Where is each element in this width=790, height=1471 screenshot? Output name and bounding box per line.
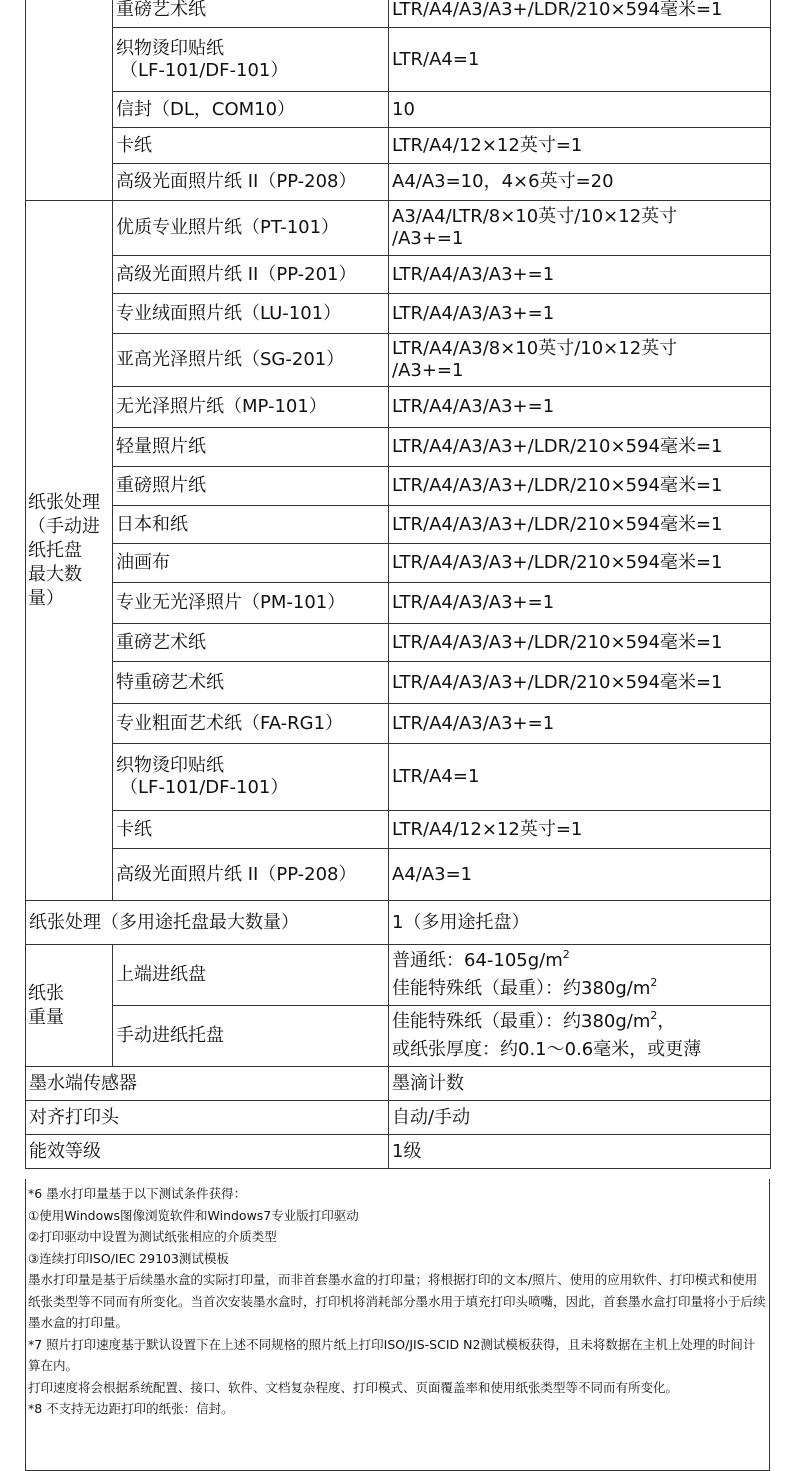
paper-name: 专业无光泽照片（PM-101）	[113, 583, 389, 624]
paper-capacity: LTR/A4=1	[389, 744, 771, 811]
paper-name: 亚高光泽照片纸（SG-201）	[113, 334, 389, 387]
table-row	[26, 811, 771, 849]
table-row	[26, 583, 771, 624]
spec-table	[25, 0, 771, 1169]
table-row	[26, 945, 771, 1006]
table-row	[26, 334, 771, 387]
spec-value: 自动/手动	[389, 1101, 771, 1135]
table-row	[26, 704, 771, 744]
category-line: （手动进	[28, 515, 100, 537]
paper-capacity: LTR/A4/12×12英寸=1	[389, 811, 771, 849]
table-row	[26, 624, 771, 662]
paper-capacity: LTR/A4=1	[389, 28, 771, 92]
category-line: 纸托盘	[28, 539, 82, 561]
paper-capacity: LTR/A4/A3/A3+=1	[389, 583, 771, 624]
paper-capacity: A4/A3=1	[389, 849, 771, 901]
paper-capacity: LTR/A4/A3/A3+/LDR/210×594毫米=1	[389, 624, 771, 662]
spec-value: 墨滴计数	[389, 1067, 771, 1101]
table-row	[26, 256, 771, 294]
paper-name: 高级光面照片纸 II（PP-201）	[113, 256, 389, 294]
table-row	[26, 849, 771, 901]
footnote-line: *7 照片打印速度基于默认设置下在上述不同规格的照片纸上打印ISO/JIS-SCID N2测试模板获得，且未将数据在主机上处理的时间计算在内。	[28, 1336, 756, 1373]
tray-name: 手动进纸托盘	[113, 1006, 389, 1067]
paper-capacity: LTR/A4/A3/A3+=1	[389, 256, 771, 294]
spec-label: 能效等级	[26, 1135, 389, 1169]
table-row	[26, 1067, 771, 1101]
paper-name: 专业绒面照片纸（LU-101）	[113, 294, 389, 334]
paper-name-line: （LF-101/DF-101）	[120, 777, 289, 798]
spec-value: 1级	[389, 1135, 771, 1169]
table-row	[26, 744, 771, 811]
paper-name: 信封（DL，COM10）	[113, 92, 389, 128]
superscript: 2	[562, 948, 570, 961]
weight-text: 普通纸：64-105g/m	[392, 950, 563, 971]
paper-capacity: LTR/A4/A3/A3+/LDR/210×594毫米=1	[389, 506, 771, 544]
weight-line	[392, 947, 767, 975]
paper-capacity: A4/A3=10，4×6英寸=20	[389, 164, 771, 201]
category-cell-empty	[26, 0, 113, 201]
paper-name-line: 织物烫印贴纸	[116, 755, 224, 776]
table-row	[26, 164, 771, 201]
paper-name: 卡纸	[113, 128, 389, 164]
weight-text: 佳能特殊纸（最重）：约380g/m	[392, 978, 651, 999]
table-row	[26, 467, 771, 506]
paper-name	[113, 28, 389, 92]
spec-label: 对齐打印头	[26, 1101, 389, 1135]
table-row	[26, 28, 771, 92]
table-row	[26, 428, 771, 467]
paper-name: 轻量照片纸	[113, 428, 389, 467]
paper-name: 重磅艺术纸	[113, 624, 389, 662]
table-row	[26, 0, 771, 28]
footnote-line: *6 墨水打印量基于以下测试条件获得：	[28, 1186, 247, 1201]
paper-name: 高级光面照片纸 II（PP-208）	[113, 164, 389, 201]
mp-tray-label: 纸张处理（多用途托盘最大数量）	[26, 901, 389, 945]
category-line: 纸张	[28, 982, 64, 1004]
paper-name: 优质专业照片纸（PT-101）	[113, 201, 389, 256]
tray-name: 上端进纸盘	[113, 945, 389, 1006]
table-row	[26, 1006, 771, 1067]
paper-name: 日本和纸	[113, 506, 389, 544]
weight-line: 或纸张厚度：约0.1～0.6毫米，或更薄	[392, 1039, 702, 1060]
table-row	[26, 92, 771, 128]
superscript: 2	[650, 1009, 658, 1022]
paper-capacity: LTR/A4/A3/A3+/LDR/210×594毫米=1	[389, 467, 771, 506]
paper-capacity: LTR/A4/A3/A3+/LDR/210×594毫米=1	[389, 0, 771, 28]
footnotes	[25, 1179, 770, 1471]
category-manual-feed	[26, 201, 113, 901]
weight-value	[389, 1006, 771, 1067]
weight-line	[392, 1008, 767, 1036]
paper-capacity: LTR/A4/A3/A3+/LDR/210×594毫米=1	[389, 428, 771, 467]
table-row	[26, 1135, 771, 1169]
paper-capacity: LTR/A4/A3/A3+=1	[389, 294, 771, 334]
capacity-line: A3/A4/LTR/8×10英寸/10×12英寸	[392, 206, 678, 227]
paper-name-line: （LF-101/DF-101）	[120, 59, 289, 81]
paper-name: 卡纸	[113, 811, 389, 849]
weight-text: ，	[657, 1011, 676, 1032]
paper-name-line: 织物烫印贴纸	[116, 37, 224, 59]
footnote-line: 打印速度将会根据系统配置、接口、软件、文档复杂程度、打印模式、页面覆盖率和使用纸张类型等不同而有所变化。	[28, 1379, 679, 1395]
paper-capacity: LTR/A4/A3/A3+/LDR/210×594毫米=1	[389, 544, 771, 583]
paper-capacity: LTR/A4/12×12英寸=1	[389, 128, 771, 164]
paper-capacity: LTR/A4/A3/A3+=1	[389, 387, 771, 428]
mp-tray-value: 1（多用途托盘）	[389, 901, 771, 945]
paper-name: 重磅照片纸	[113, 467, 389, 506]
paper-name: 无光泽照片纸（MP-101）	[113, 387, 389, 428]
footnote-line: 墨水打印量是基于后续墨水盒的实际打印量，而非首套墨水盒的打印量；将根据打印的文本/照片、使用的应用软件、打印模式和使用纸张类型等不同而有所变化。当首次安装墨水盒时，打印机将消耗部分墨水用于填充打印头喷嘴，因此，首套墨水盒打印量将小于后续墨水盒的打印量。	[28, 1272, 766, 1330]
paper-capacity: LTR/A4/A3/A3+=1	[389, 704, 771, 744]
paper-capacity	[389, 334, 771, 387]
capacity-line: /A3+=1	[392, 228, 464, 249]
footnote-line: ③连续打印ISO/IEC 29103测试模板	[28, 1250, 229, 1266]
capacity-line: LTR/A4/A3/8×10英寸/10×12英寸	[392, 338, 678, 359]
table-row	[26, 128, 771, 164]
category-paper-weight	[26, 945, 113, 1067]
paper-capacity	[389, 201, 771, 256]
paper-name: 高级光面照片纸 II（PP-208）	[113, 849, 389, 901]
table-row	[26, 506, 771, 544]
category-line: 纸张处理	[28, 491, 100, 513]
table-row	[26, 387, 771, 428]
paper-name: 特重磅艺术纸	[113, 662, 389, 704]
paper-name	[113, 744, 389, 811]
paper-name: 油画布	[113, 544, 389, 583]
table-row	[26, 201, 771, 256]
superscript: 2	[650, 976, 658, 989]
weight-text: 佳能特殊纸（最重）：约380g/m	[392, 1011, 651, 1032]
paper-name: 重磅艺术纸	[113, 0, 389, 28]
table-row	[26, 1101, 771, 1135]
footnote-line: *8 不支持无边距打印的纸张：信封。	[28, 1401, 234, 1416]
table-row	[26, 662, 771, 704]
table-row	[26, 901, 771, 945]
table-row	[26, 294, 771, 334]
paper-capacity: 10	[389, 92, 771, 128]
category-line: 重量	[28, 1006, 64, 1028]
spec-label: 墨水端传感器	[26, 1067, 389, 1101]
table-row	[26, 544, 771, 583]
footnote-line: ②打印驱动中设置为测试纸张相应的介质类型	[28, 1229, 277, 1244]
category-line: 最大数	[28, 563, 82, 585]
capacity-line: /A3+=1	[392, 360, 464, 381]
paper-name: 专业粗面艺术纸（FA-RG1）	[113, 704, 389, 744]
weight-value	[389, 945, 771, 1006]
paper-capacity: LTR/A4/A3/A3+/LDR/210×594毫米=1	[389, 662, 771, 704]
category-line: 量）	[28, 587, 64, 609]
footnote-line: ①使用Windows图像浏览软件和Windows7专业版打印驱动	[28, 1207, 359, 1223]
weight-line	[392, 975, 767, 1003]
